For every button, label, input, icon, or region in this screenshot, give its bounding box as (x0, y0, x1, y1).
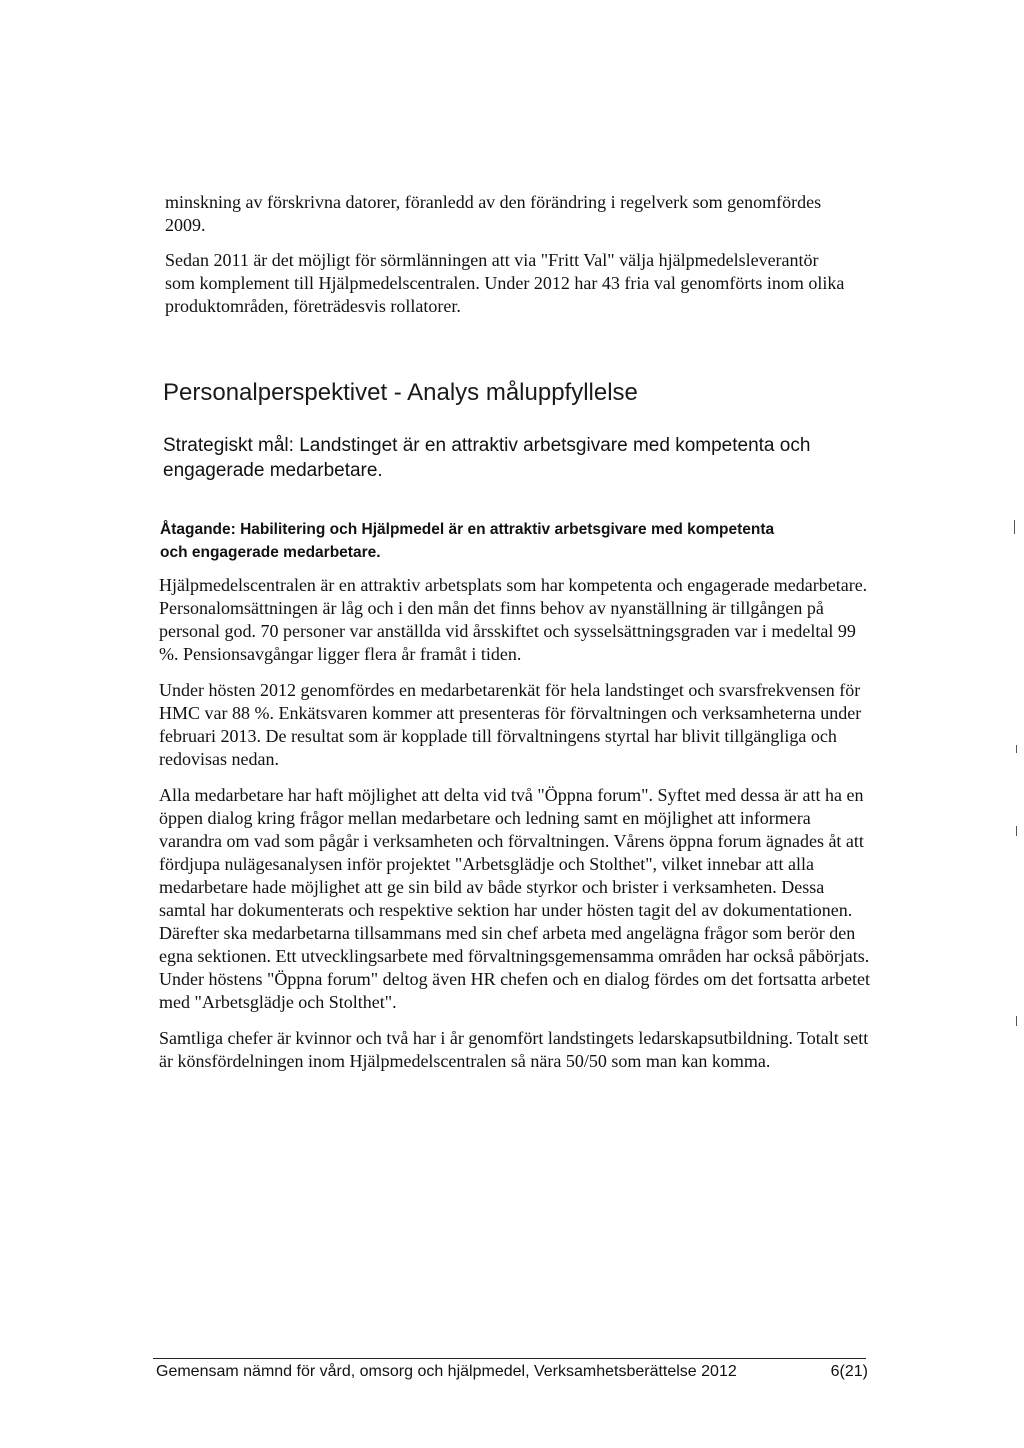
body-paragraph-2: Under hösten 2012 genomfördes en medarbetarenkät för hela landstinget och svarsfrekvensen för HMC var 88 %. Enkätsvaren kommer att presenteras för förvaltningen och verksamheterna under februari 2013. De resultat som är kopplade till förvaltningens styrtal har blivit tillgängliga och redovisas nedan. (159, 680, 862, 769)
section-heading: Personalperspektivet - Analys måluppfyllelse (163, 379, 638, 406)
strategic-goal-text: Strategiskt mål: Landstinget är en attraktiv arbetsgivare med kompetenta och engagerade medarbetare. (163, 435, 811, 481)
margin-mark (1014, 520, 1015, 534)
margin-mark (1016, 826, 1017, 836)
intro-text-2: Sedan 2011 är det möjligt för sörmlänningen att via "Fritt Val" välja hjälpmedelsleverantör som komplement till Hjälpmedelscentralen. Under 2012 har 43 fria val genomförts inom olika produktområden, företrädesvis rollatorer. (165, 250, 845, 316)
margin-mark (1016, 745, 1017, 753)
strategic-goal (163, 433, 863, 483)
page-footer (156, 1362, 868, 1382)
margin-mark (1016, 1016, 1017, 1026)
page-number: 6(21) (830, 1363, 868, 1380)
body-paragraph-1: Hjälpmedelscentralen är en attraktiv arbetsplats som har kompetenta och engagerade medarbetare. Personalomsättningen är låg och i den mån det finns behov av nyanställning är tillgången på personal god. 70 personer var anställda vid årsskiftet och sysselsättningsgraden var i medeltal 99 %. Pensionsavgångar ligger flera år framåt i tiden. (159, 575, 868, 664)
intro-paragraph-1 (165, 191, 845, 237)
commitment (160, 518, 800, 564)
commitment-text: Åtagande: Habilitering och Hjälpmedel är en attraktiv arbetsgivare med kompetenta och engagerade medarbetare. (160, 521, 775, 561)
body-text (159, 574, 874, 1086)
intro-paragraph-2 (165, 249, 845, 318)
footer-title: Gemensam nämnd för vård, omsorg och hjälpmedel, Verksamhetsberättelse 2012 (156, 1363, 737, 1380)
footer-divider (153, 1358, 866, 1359)
intro-text-1: minskning av förskrivna datorer, föranledd av den förändring i regelverk som genomfördes 2009. (165, 192, 822, 235)
body-paragraph-3: Alla medarbetare har haft möjlighet att delta vid två "Öppna forum". Syftet med dessa är att ha en öppen dialog kring frågor mellan medarbetare och ledning samt en möjlighet att informera varandra om vad som pågår i verksamheten och förvaltningen. Vårens öppna forum ägnades åt att fördjupa nulägesanalysen inför projektet "Arbetsglädje och Stolthet", vilket innebar att alla medarbetare hade möjlighet att ge sin bild av både styrkor och brister i verksamheten. Dessa samtal har dokumenterats och respektive sektion har under hösten tagit del av dokumentationen. Därefter ska medarbetarna tillsammans med sin chef arbeta med angelägna frågor som berör den egna sektionen. Ett utvecklingsarbete med förvaltningsgemensamma områden har också påbörjats. Under höstens "Öppna forum" deltog även HR chefen och en dialog fördes om det fortsatta arbetet med "Arbetsglädje och Stolthet". (159, 785, 870, 1012)
body-paragraph-4: Samtliga chefer är kvinnor och två har i år genomfört landstingets ledarskapsutbildning. Totalt sett är könsfördelningen inom Hjälpmedelscentralen så nära 50/50 som man kan komma. (159, 1028, 869, 1071)
